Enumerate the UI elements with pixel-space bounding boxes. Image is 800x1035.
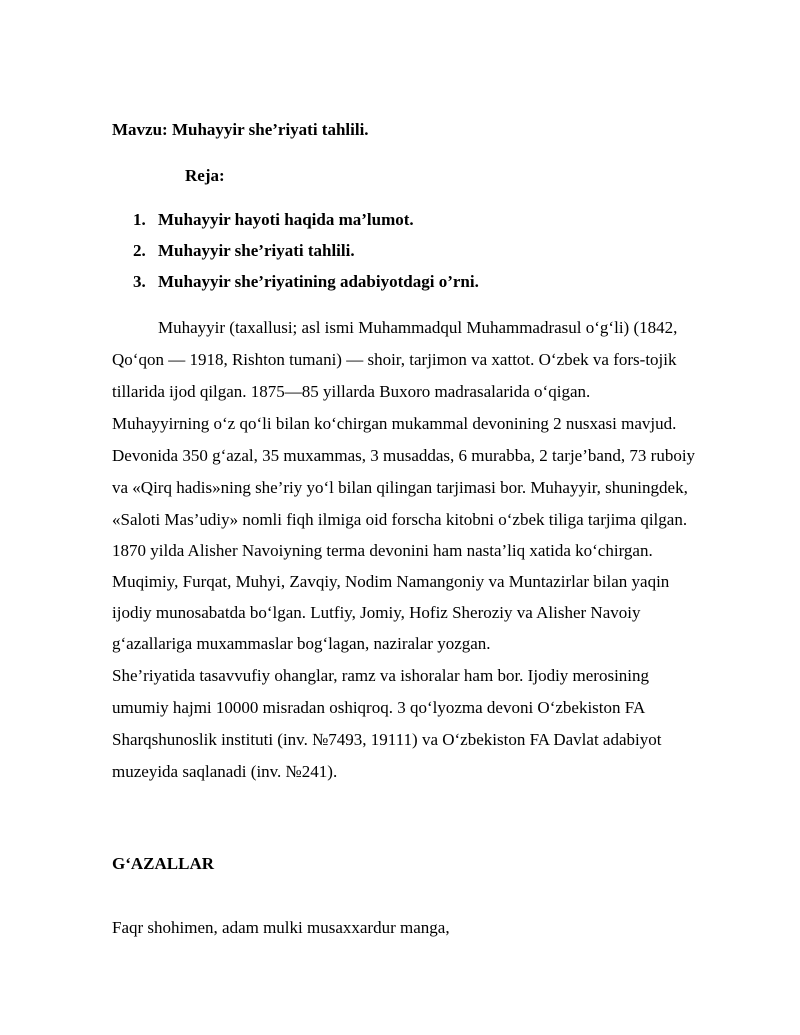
biography-line: She’riyatida tasavvufiy ohanglar, ramz va ishoralar ham bor. Ijodiy merosining (112, 666, 650, 685)
plan-item-number: 2. (133, 241, 146, 260)
plan-item-number: 3. (133, 272, 146, 291)
biography-line: Qo‘qon — 1918, Rishton tumani) — shoir, tarjimon va xattot. O‘zbek va fors-tojik (112, 350, 677, 369)
plan-item-3 (133, 272, 479, 292)
biography-line: Sharqshunoslik instituti (inv. №7493, 19111) va O‘zbekiston FA Davlat adabiyot (112, 730, 662, 749)
biography-line: Muhayyirning o‘z qo‘li bilan ko‘chirgan mukammal devonining 2 nusxasi mavjud. (112, 414, 677, 433)
plan-item-2 (133, 241, 355, 261)
plan-item-text: Muhayyir hayoti haqida ma’lumot. (158, 210, 414, 229)
biography-line: Devonida 350 g‘azal, 35 muxammas, 3 musaddas, 6 murabba, 2 tarje’band, 73 ruboiy (112, 446, 696, 465)
topic-heading: Mavzu: Muhayyir she’riyati tahlili. (112, 120, 369, 139)
biography-line: muzeyida saqlanadi (inv. №241). (112, 762, 338, 781)
biography-line: ijodiy munosabatda bo‘lgan. Lutfiy, Jomiy, Hofiz Sheroziy va Alisher Navoiy (112, 603, 641, 622)
biography-line: g‘azallariga muxammaslar bog‘lagan, naziralar yozgan. (112, 634, 491, 653)
plan-item-text: Muhayyir she’riyati tahlili. (158, 241, 355, 260)
biography-line: «Saloti Mas’udiy» nomli fiqh ilmiga oid forscha kitobni o‘zbek tiliga tarjima qilgan. (112, 510, 688, 529)
section-heading: G‘AZALLAR (112, 854, 215, 873)
biography-line: umumiy hajmi 10000 misradan oshiqroq. 3 qo‘lyozma devoni O‘zbekiston FA (112, 698, 646, 717)
plan-item-text: Muhayyir she’riyatining adabiyotdagi o’rni. (158, 272, 479, 291)
plan-item-number: 1. (133, 210, 146, 229)
plan-item-1 (133, 210, 414, 230)
biography-line: Muhayyir (taxallusi; asl ismi Muhammadqul Muhammadrasul o‘g‘li) (1842, (158, 318, 678, 337)
biography-line: tillarida ijod qilgan. 1875—85 yillarda Buxoro madrasalarida o‘qigan. (112, 382, 591, 401)
biography-line: Muqimiy, Furqat, Muhyi, Zavqiy, Nodim Namangoniy va Muntazirlar bilan yaqin (112, 572, 670, 591)
biography-line: va «Qirq hadis»ning she’riy yo‘l bilan qilingan tarjimasi bor. Muhayyir, shuningdek, (112, 478, 688, 497)
biography-line: 1870 yilda Alisher Navoiyning terma devonini ham nasta’liq xatida ko‘chirgan. (112, 541, 653, 560)
poem-first-line: Faqr shohimen, adam mulki musaxxardur manga, (112, 918, 450, 937)
plan-title: Reja: (185, 166, 225, 185)
